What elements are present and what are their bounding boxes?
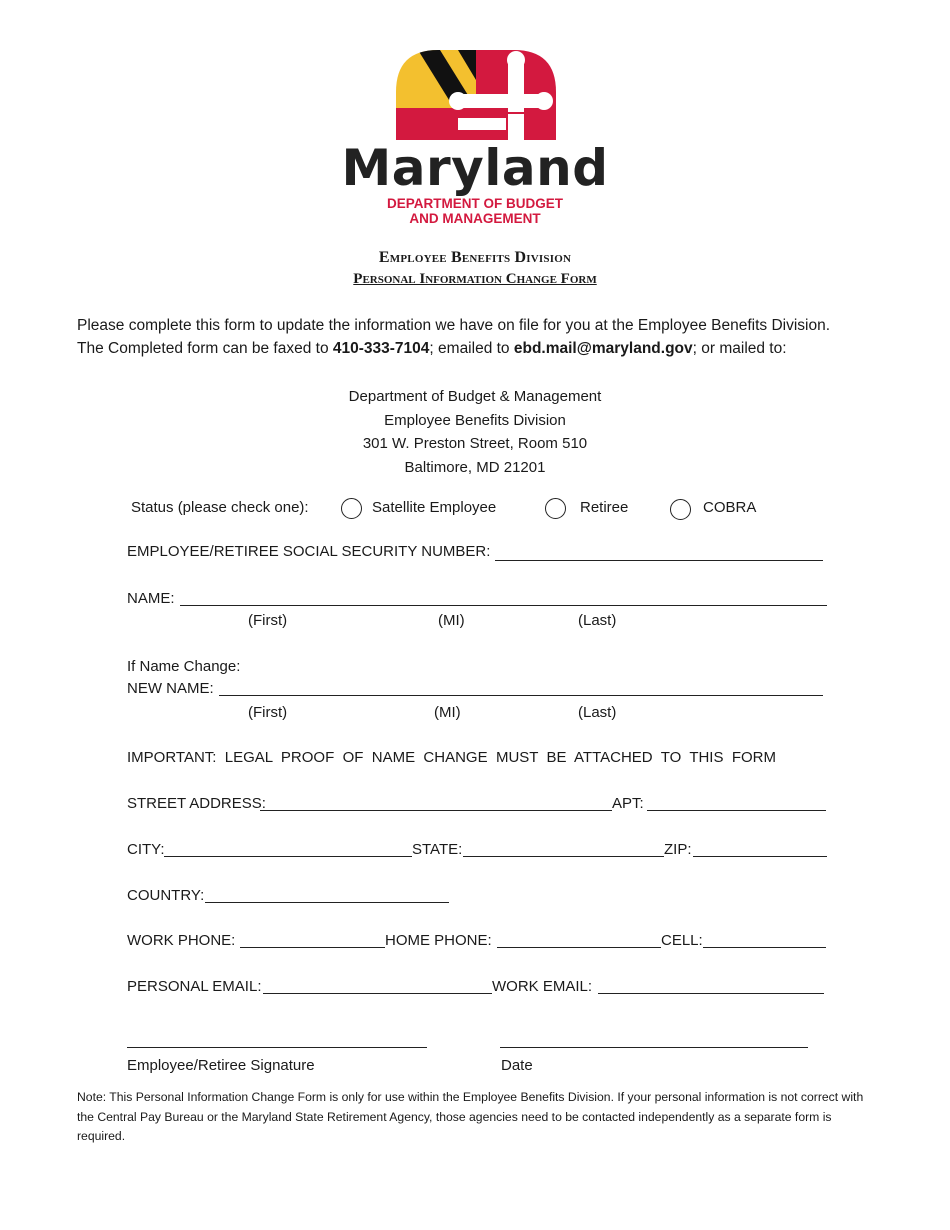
home-phone-input[interactable] [497,947,661,948]
work-email-input[interactable] [598,993,824,994]
radio-retiree[interactable] [545,498,566,519]
name-first-caption: (First) [248,612,288,629]
street-input[interactable] [260,810,612,811]
date-line[interactable] [500,1047,808,1048]
if-name-change-label: If Name Change: [127,658,241,675]
signature-line[interactable] [127,1047,427,1048]
name-input[interactable] [180,605,827,606]
state-label: STATE: [412,841,463,858]
footnote: Note: This Personal Information Change Form is only for use within the Employee Benefits Division. If your personal information is not correct with the Central Pay Bureau or the Maryland State Retirement Agency, those agencies need to be contacted independently as a separate form is required. [77,1090,864,1143]
new-name-input[interactable] [219,695,823,696]
maryland-flag-logo [396,50,556,140]
cell-label: CELL: [661,932,703,949]
name-mi-caption: (MI) [438,612,465,629]
country-label: COUNTRY: [127,887,205,904]
name-last-caption: (Last) [578,612,617,629]
new-name-mi-caption: (MI) [434,704,461,721]
cell-input[interactable] [703,947,826,948]
state-input[interactable] [463,856,664,857]
logo-dept-line1: DEPARTMENT OF BUDGET [387,196,563,211]
home-phone-label: HOME PHONE: [385,932,492,949]
country-input[interactable] [205,902,449,903]
date-caption: Date [501,1057,533,1074]
apt-label: APT: [612,795,644,812]
apt-input[interactable] [647,810,826,811]
intro-text: Please complete this form to update the information we have on file for you at the Employee Benefits Division. The Completed form can be faxed to 410-333-7104; emailed to ebd.mail@maryland.gov; or mailed to: [77,317,831,357]
status-option-satellite: Satellite Employee [372,499,497,516]
form-title: Personal Information Change Form [353,271,597,287]
ssn-label: EMPLOYEE/RETIREE SOCIAL SECURITY NUMBER: [127,543,491,560]
ssn-input[interactable] [495,560,823,561]
status-option-retiree: Retiree [580,499,629,516]
contact-email: ebd.mail@maryland.gov [513,340,693,357]
new-name-last-caption: (Last) [578,704,617,721]
status-option-cobra: COBRA [703,499,757,516]
division-heading: Employee Benefits Division [378,249,572,266]
work-email-label: WORK EMAIL: [492,978,593,995]
signature-caption: Employee/Retiree Signature [127,1057,315,1074]
name-label: NAME: [127,590,175,607]
city-input[interactable] [164,856,412,857]
zip-label: ZIP: [664,841,692,858]
work-phone-label: WORK PHONE: [127,932,236,949]
logo-wordmark: Maryland [341,139,609,197]
radio-cobra[interactable] [670,499,691,520]
personal-email-label: PERSONAL EMAIL: [127,978,262,995]
work-phone-input[interactable] [240,947,385,948]
important-notice: IMPORTANT: LEGAL PROOF OF NAME CHANGE MUST BE ATTACHED TO THIS FORM [127,749,776,766]
mailing-address: Department of Budget & Management Employee Benefits Division 301 W. Preston Street, Room 510 Baltimore, MD 21201 [348,388,602,476]
radio-satellite-employee[interactable] [341,498,362,519]
street-label: STREET ADDRESS: [127,795,266,812]
new-name-first-caption: (First) [248,704,288,721]
personal-email-input[interactable] [263,993,492,994]
fax-number: 410-333-7104 [332,340,430,357]
status-label: Status (please check one): [131,499,309,516]
zip-input[interactable] [693,856,827,857]
new-name-label: NEW NAME: [127,680,214,697]
logo-dept-line2: AND MANAGEMENT [409,211,541,226]
city-label: CITY: [127,841,165,858]
